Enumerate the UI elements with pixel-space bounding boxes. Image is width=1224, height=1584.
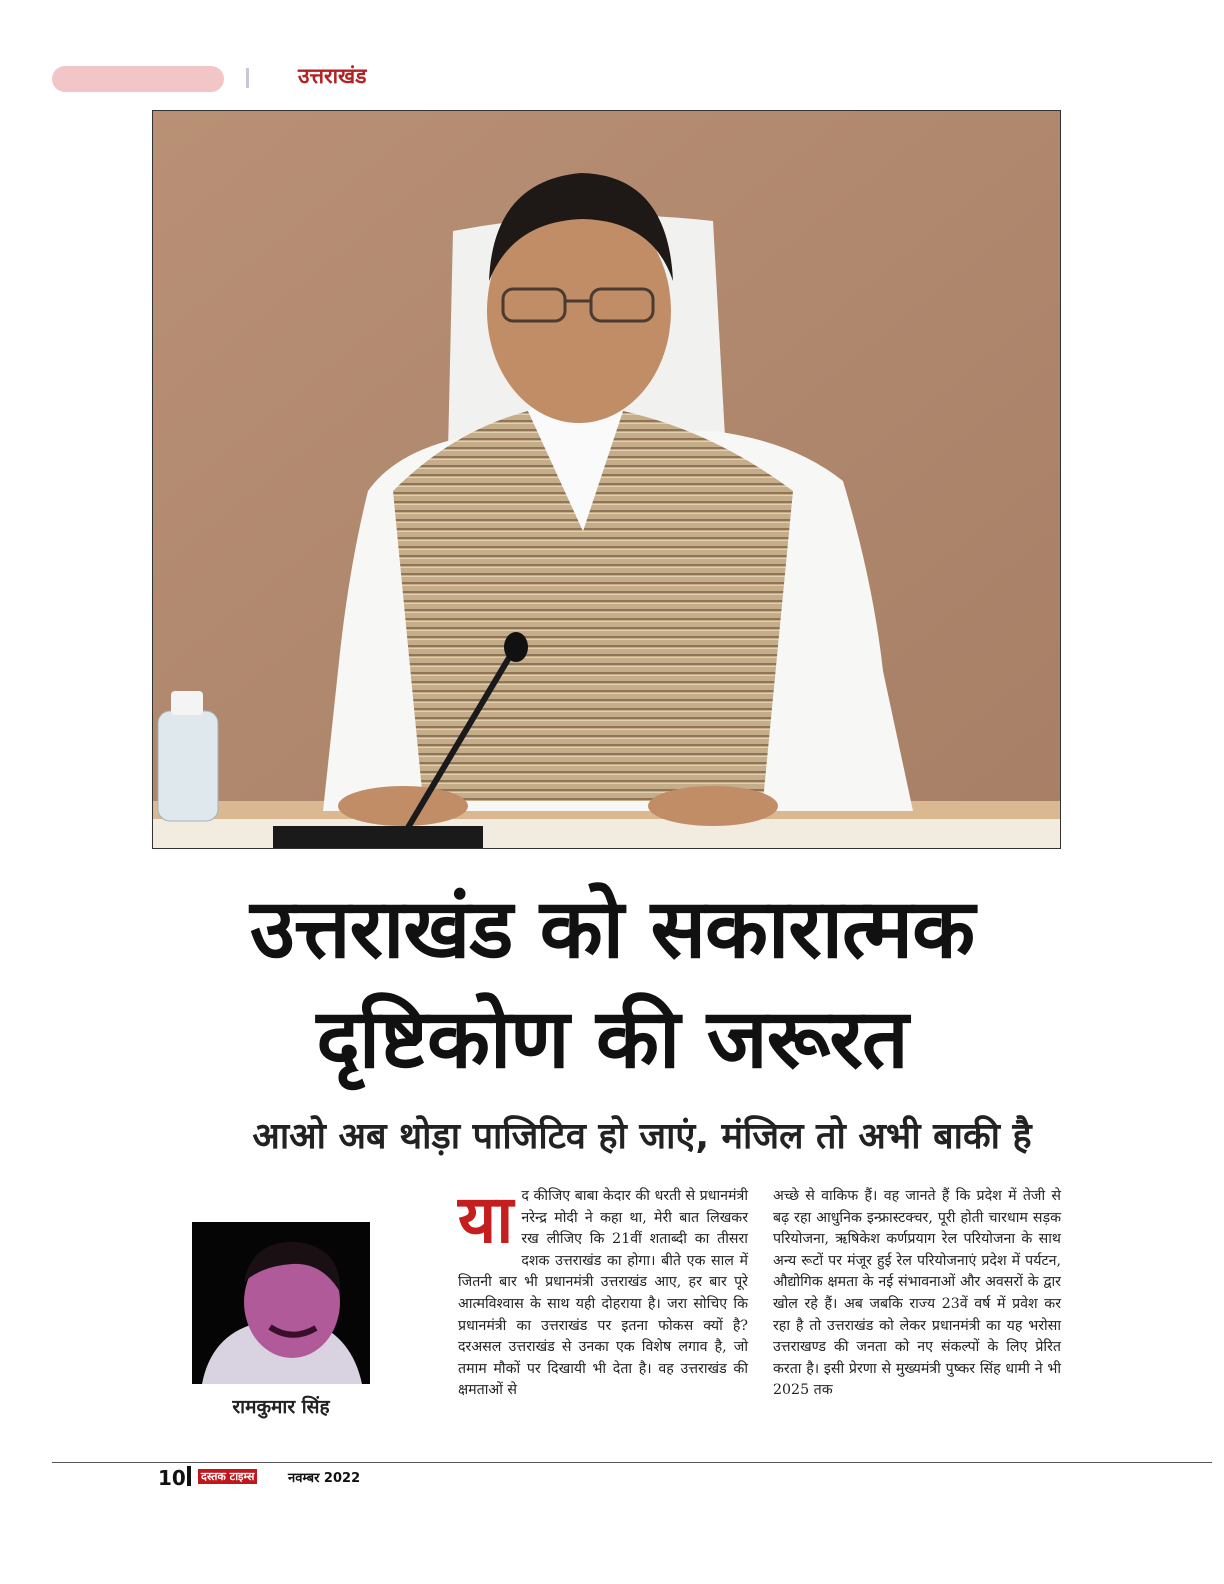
footer-divider: [187, 1466, 191, 1486]
article-column-2: [773, 1186, 1061, 1402]
column-1-text: द कीजिए बाबा केदार की धरती से प्रधानमंत्री नरेन्द्र मोदी ने कहा था, मेरी बात लिखकर रख लीजिए कि 21वीं शताब्दी का तीसरा दशक उत्तराखंड का होगा। बीते एक साल में जितनी बार भी प्रधानमंत्री उत्तराखंड आए, हर बार पूरे आत्मविश्वास के साथ यही दोहराया है। जरा सोचिए कि प्रधानमंत्री का उत्तराखंड पर इतना फोकस क्यों है? दरअसल उत्तराखंड से उनका एक विशेष लगाव है, जो तमाम मौकों पर दिखायी भी देता है। वह उत्तराखंड की क्षमताओं से: [458, 1188, 748, 1399]
page-number: 10: [158, 1466, 186, 1490]
subheadline: आओ अब थोड़ा पाजिटिव हो जाएं, मंजिल तो अभी बाकी है: [252, 1116, 1032, 1157]
column-2-text: अच्छे से वाकिफ हैं। वह जानते हैं कि प्रदेश में तेजी से बढ़ रहा आधुनिक इन्फ्रास्टक्चर, पूरी होती चारधाम सड़क परियोजना, ऋषिकेश कर्णप्रयाग रेल परियोजना के साथ अन्य रूटों पर मंजूर हुई रेल परियोजनाएं प्रदेश में पर्यटन, औद्योगिक क्षमता के नई संभावनाओं और अवसरों के द्वार खोल रहे हैं। अब जबकि राज्य 23वें वर्ष में प्रवेश कर रहा है तो उत्तराखंड को लेकर प्रधानमंत्री का यह भरोसा उत्तराखण्ड की जनता को नए संकल्पों के लिए प्रेरित करता है। इसी प्रेरणा से मुख्यमंत्री पुष्कर सिंह धामी ने भी 2025 तक: [773, 1188, 1061, 1399]
article-column-1: [458, 1181, 748, 1402]
dropcap: या: [458, 1181, 514, 1258]
author-name: रामकुमार सिंह: [232, 1396, 330, 1418]
section-label: उत्तराखंड: [298, 64, 367, 88]
headline-line-2: दृष्टिकोण की जरूरत: [316, 992, 908, 1087]
publication-logo: दस्तक टाइम्स: [198, 1469, 257, 1484]
issue-date: नवम्बर 2022: [288, 1471, 361, 1486]
footer-rule: [52, 1462, 1212, 1463]
lead-photo: [152, 110, 1061, 849]
author-photo: [192, 1222, 370, 1384]
headline-line-1: उत्तराखंड को सकारात्मक: [249, 882, 975, 977]
section-tag-pill: [52, 66, 224, 92]
header-separator: [246, 68, 249, 88]
